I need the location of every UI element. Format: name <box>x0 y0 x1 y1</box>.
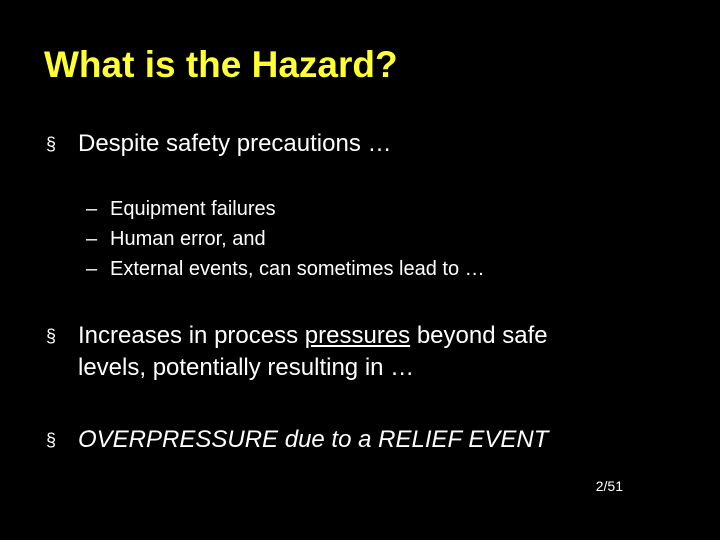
bullet-marker: § <box>46 134 57 154</box>
bullet-text-line-2: levels, potentially resulting in … <box>78 354 415 381</box>
bullet-marker: § <box>46 326 57 346</box>
bullet-text: OVERPRESSURE due to a RELIEF EVENT <box>78 426 549 453</box>
bullet-text: Despite safety precautions … <box>78 130 392 157</box>
sub-bullet-text: External events, can sometimes lead to … <box>110 258 485 280</box>
page-number: 2/51 <box>595 478 623 494</box>
bullet-text-part: Increases in process <box>78 322 305 349</box>
sub-bullet-marker: – <box>86 228 98 250</box>
sub-bullet-marker: – <box>86 258 98 280</box>
slide-title: What is the Hazard? <box>44 44 398 85</box>
sub-bullet-text: Equipment failures <box>110 198 276 220</box>
bullet-text-line-1 <box>78 320 548 352</box>
bullet-marker: § <box>46 430 57 450</box>
sub-bullet-text: Human error, and <box>110 228 266 250</box>
sub-bullet-marker: – <box>86 198 98 220</box>
bullet-text-part: beyond safe <box>410 322 548 349</box>
underlined-keyword: pressures <box>304 322 411 349</box>
